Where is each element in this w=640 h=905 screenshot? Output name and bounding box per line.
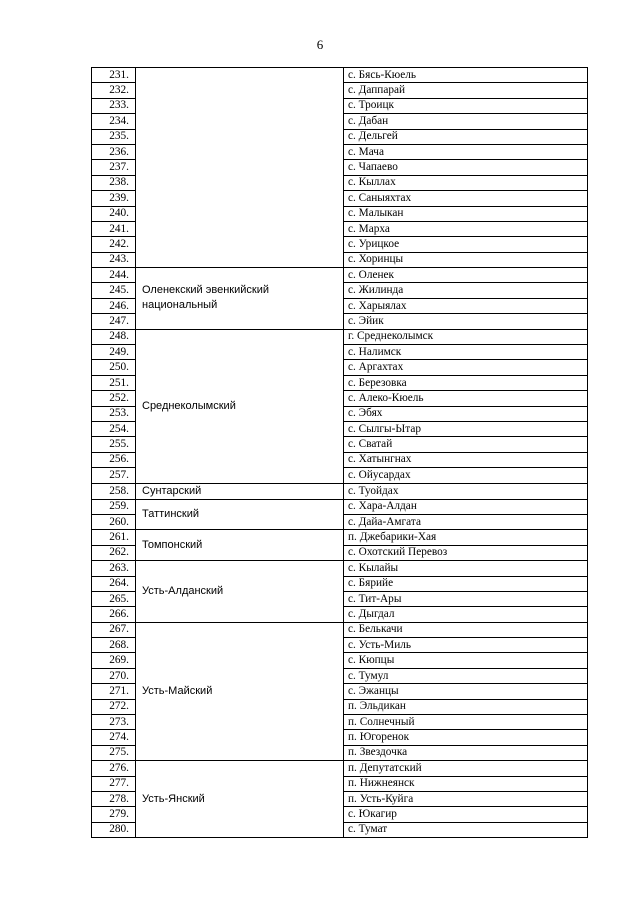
- settlement-cell: с. Троицк: [344, 98, 588, 113]
- settlement-cell: с. Дабан: [344, 114, 588, 129]
- row-number-cell: 265.: [92, 591, 136, 606]
- settlement-cell: с. Тумул: [344, 668, 588, 683]
- settlement-cell: п. Югоренок: [344, 730, 588, 745]
- table-row: [92, 329, 588, 344]
- row-number-cell: 271.: [92, 684, 136, 699]
- row-number-cell: 260.: [92, 514, 136, 529]
- settlement-cell: с. Березовка: [344, 375, 588, 390]
- row-number-cell: 278.: [92, 791, 136, 806]
- row-number-cell: 236.: [92, 144, 136, 159]
- settlement-cell: с. Тумат: [344, 822, 588, 837]
- row-number-cell: 277.: [92, 776, 136, 791]
- row-number-cell: 244.: [92, 268, 136, 283]
- row-number-cell: 250.: [92, 360, 136, 375]
- row-number-cell: 249.: [92, 345, 136, 360]
- row-number-cell: 263.: [92, 561, 136, 576]
- district-cell: [136, 68, 344, 268]
- settlement-cell: п. Усть-Куйга: [344, 791, 588, 806]
- row-number-cell: 264.: [92, 576, 136, 591]
- settlement-cell: с. Харыялах: [344, 298, 588, 313]
- settlement-cell: с. Туойдах: [344, 483, 588, 499]
- row-number-cell: 257.: [92, 468, 136, 483]
- settlement-cell: п. Нижнеянск: [344, 776, 588, 791]
- row-number-cell: 275.: [92, 745, 136, 760]
- row-number-cell: 261.: [92, 530, 136, 545]
- settlement-cell: с. Кюпцы: [344, 653, 588, 668]
- table-row: [92, 530, 588, 545]
- settlement-cell: г. Среднеколымск: [344, 329, 588, 344]
- row-number-cell: 273.: [92, 715, 136, 730]
- settlement-cell: с. Аргахтах: [344, 360, 588, 375]
- settlement-cell: с. Дельгей: [344, 129, 588, 144]
- row-number-cell: 232.: [92, 83, 136, 98]
- row-number-cell: 276.: [92, 761, 136, 776]
- district-cell: Томпонский: [136, 530, 344, 561]
- row-number-cell: 270.: [92, 668, 136, 683]
- row-number-cell: 256.: [92, 452, 136, 467]
- settlement-cell: с. Сылгы-Ытар: [344, 421, 588, 436]
- row-number-cell: 239.: [92, 191, 136, 206]
- settlement-cell: с. Охотский Перевоз: [344, 545, 588, 560]
- settlement-cell: с. Урицкое: [344, 237, 588, 252]
- settlement-cell: п. Звездочка: [344, 745, 588, 760]
- settlement-cell: с. Дайа-Амгата: [344, 514, 588, 529]
- row-number-cell: 240.: [92, 206, 136, 221]
- settlement-cell: с. Дыгдал: [344, 607, 588, 622]
- district-cell: Среднеколымский: [136, 329, 344, 483]
- row-number-cell: 254.: [92, 421, 136, 436]
- row-number-cell: 259.: [92, 499, 136, 514]
- settlements-table: [91, 67, 588, 838]
- district-cell: Усть-Майский: [136, 622, 344, 761]
- row-number-cell: 251.: [92, 375, 136, 390]
- row-number-cell: 243.: [92, 252, 136, 267]
- table-row: [92, 499, 588, 514]
- settlement-cell: с. Хатынгнах: [344, 452, 588, 467]
- district-cell: Оленекский эвенкийский национальный: [136, 268, 344, 330]
- settlement-cell: с. Малыкан: [344, 206, 588, 221]
- table-row: [92, 761, 588, 776]
- row-number-cell: 242.: [92, 237, 136, 252]
- settlement-cell: с. Эйик: [344, 314, 588, 329]
- row-number-cell: 266.: [92, 607, 136, 622]
- row-number-cell: 231.: [92, 68, 136, 83]
- page-number: 6: [316, 37, 324, 52]
- settlement-cell: с. Чапаево: [344, 160, 588, 175]
- row-number-cell: 269.: [92, 653, 136, 668]
- row-number-cell: 233.: [92, 98, 136, 113]
- settlement-cell: п. Джебарики-Хая: [344, 530, 588, 545]
- district-cell: Сунтарский: [136, 483, 344, 499]
- table-row: [92, 268, 588, 283]
- row-number-cell: 279.: [92, 807, 136, 822]
- settlement-cell: с. Эжанцы: [344, 684, 588, 699]
- district-cell: Усть-Янский: [136, 761, 344, 838]
- settlement-cell: с. Бясь-Кюель: [344, 68, 588, 83]
- row-number-cell: 234.: [92, 114, 136, 129]
- district-cell: Таттинский: [136, 499, 344, 530]
- settlement-cell: с. Сватай: [344, 437, 588, 452]
- row-number-cell: 237.: [92, 160, 136, 175]
- row-number-cell: 258.: [92, 483, 136, 499]
- row-number-cell: 241.: [92, 221, 136, 236]
- row-number-cell: 262.: [92, 545, 136, 560]
- row-number-cell: 255.: [92, 437, 136, 452]
- row-number-cell: 245.: [92, 283, 136, 298]
- row-number-cell: 253.: [92, 406, 136, 421]
- settlement-cell: с. Марха: [344, 221, 588, 236]
- row-number-cell: 238.: [92, 175, 136, 190]
- settlement-cell: с. Оленек: [344, 268, 588, 283]
- table-row: [92, 622, 588, 637]
- settlement-cell: с. Юкагир: [344, 807, 588, 822]
- settlement-cell: п. Эльдикан: [344, 699, 588, 714]
- row-number-cell: 267.: [92, 622, 136, 637]
- district-cell: Усть-Алданский: [136, 561, 344, 623]
- row-number-cell: 272.: [92, 699, 136, 714]
- settlement-cell: с. Хара-Алдан: [344, 499, 588, 514]
- settlement-cell: с. Тит-Ары: [344, 591, 588, 606]
- settlement-cell: с. Налимск: [344, 345, 588, 360]
- settlement-cell: с. Хоринцы: [344, 252, 588, 267]
- row-number-cell: 247.: [92, 314, 136, 329]
- settlement-cell: с. Мача: [344, 144, 588, 159]
- table-row: [92, 68, 588, 83]
- table-row: [92, 561, 588, 576]
- row-number-cell: 252.: [92, 391, 136, 406]
- row-number-cell: 268.: [92, 638, 136, 653]
- row-number-cell: 274.: [92, 730, 136, 745]
- settlement-cell: п. Солнечный: [344, 715, 588, 730]
- settlement-cell: с. Белькачи: [344, 622, 588, 637]
- settlement-cell: с. Эбях: [344, 406, 588, 421]
- row-number-cell: 246.: [92, 298, 136, 313]
- row-number-cell: 280.: [92, 822, 136, 837]
- settlement-cell: с. Усть-Миль: [344, 638, 588, 653]
- settlement-cell: с. Жилинда: [344, 283, 588, 298]
- table-body: [92, 68, 588, 838]
- row-number-cell: 248.: [92, 329, 136, 344]
- settlement-cell: с. Даппарай: [344, 83, 588, 98]
- row-number-cell: 235.: [92, 129, 136, 144]
- table-row: [92, 483, 588, 499]
- settlement-cell: с. Ойусардах: [344, 468, 588, 483]
- settlement-cell: с. Алеко-Кюель: [344, 391, 588, 406]
- settlement-cell: п. Депутатский: [344, 761, 588, 776]
- settlement-cell: с. Кылайы: [344, 561, 588, 576]
- settlement-cell: с. Кыллах: [344, 175, 588, 190]
- settlement-cell: с. Бярийе: [344, 576, 588, 591]
- settlement-cell: с. Саныяхтах: [344, 191, 588, 206]
